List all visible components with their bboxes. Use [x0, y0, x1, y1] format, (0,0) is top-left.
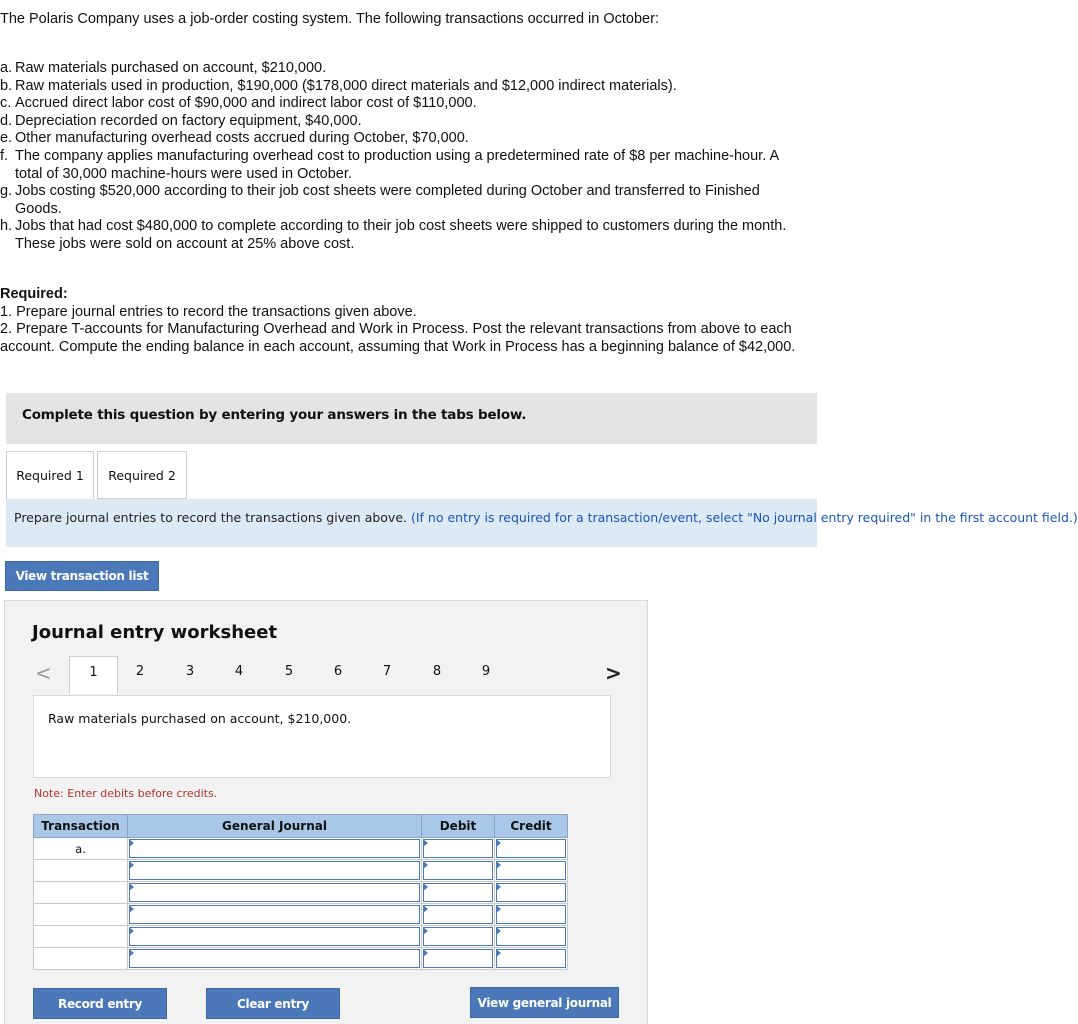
page-tab-2[interactable]: 2 — [135, 664, 145, 679]
page-tab-4[interactable]: 4 — [234, 664, 244, 679]
view-general-journal-button[interactable]: View general journal — [470, 987, 619, 1018]
transaction-description: Raw materials purchased on account, $210,000. — [48, 711, 352, 726]
required-item-2: 2. Prepare T-accounts for Manufacturing Overhead and Work in Process. Post the relevant transactions from above to each account. Compute the ending balance in each account, assuming that Work in Process has a beginning balance of $42,000. — [0, 321, 796, 355]
table-row — [34, 904, 568, 926]
debit-field[interactable] — [422, 948, 495, 970]
worksheet-pager — [5, 653, 649, 693]
credit-field[interactable] — [495, 882, 568, 904]
debit-field[interactable] — [422, 838, 495, 860]
journal-entry-worksheet — [4, 600, 648, 1024]
transaction-item: e. Other manufacturing overhead costs accrued during October, $70,000. — [0, 130, 469, 147]
table-row — [34, 926, 568, 948]
chevron-left-icon[interactable]: < — [35, 661, 52, 685]
table-row — [34, 860, 568, 882]
complete-question-banner: Complete this question by entering your answers in the tabs below. — [6, 393, 817, 444]
tab-required-2[interactable]: Required 2 — [97, 451, 187, 499]
page-tab-9[interactable]: 9 — [481, 664, 491, 679]
instructions-main: Prepare journal entries to record the transactions given above. — [14, 510, 407, 525]
instructions-note: (If no entry is required for a transaction/event, select "No journal entry required" in the first account field.) — [410, 510, 1078, 525]
debit-field[interactable] — [422, 926, 495, 948]
account-field[interactable] — [128, 926, 422, 948]
transaction-item: h. Jobs that had cost $480,000 to complete according to their job cost sheets were shipped to customers during the month. These jobs were sold on account at 25% above cost. — [0, 218, 787, 252]
required-title: Required: — [0, 286, 68, 302]
account-field[interactable] — [128, 948, 422, 970]
tab-required-1[interactable]: Required 1 — [6, 451, 94, 499]
view-transaction-list-button[interactable]: View transaction list — [5, 561, 159, 591]
debit-field[interactable] — [422, 904, 495, 926]
transaction-cell — [34, 860, 128, 882]
clear-entry-button[interactable]: Clear entry — [206, 988, 340, 1019]
transaction-item: g. Jobs costing $520,000 according to their job cost sheets were completed during October and transferred to Finished Goods. — [0, 183, 760, 217]
transaction-cell — [34, 926, 128, 948]
transaction-item: a. Raw materials purchased on account, $210,000. — [0, 60, 327, 76]
instructions-panel — [6, 499, 1078, 547]
credit-field[interactable] — [495, 860, 568, 882]
table-row — [34, 838, 568, 860]
page-tab-8[interactable]: 8 — [432, 664, 442, 679]
answer-tabs — [6, 451, 187, 499]
column-header-credit: Credit — [495, 815, 568, 838]
page-tab-1[interactable]: 1 — [69, 656, 118, 694]
page-tab-7[interactable]: 7 — [382, 664, 392, 679]
transaction-cell: a. — [34, 838, 128, 860]
column-header-debit: Debit — [422, 815, 495, 838]
debits-note: Note: Enter debits before credits. — [34, 787, 218, 800]
worksheet-title: Journal entry worksheet — [32, 622, 278, 643]
account-field[interactable] — [128, 838, 422, 860]
column-header-general-journal: General Journal — [128, 815, 422, 838]
page-tab-3[interactable]: 3 — [185, 664, 195, 679]
table-row — [34, 948, 568, 970]
transaction-cell — [34, 882, 128, 904]
debit-field[interactable] — [422, 882, 495, 904]
transaction-item: c. Accrued direct labor cost of $90,000 and indirect labor cost of $110,000. — [0, 95, 477, 112]
transaction-cell — [34, 948, 128, 970]
table-row — [34, 882, 568, 904]
debit-field[interactable] — [422, 860, 495, 882]
required-item-1: 1. Prepare journal entries to record the transactions given above. — [0, 303, 417, 320]
account-field[interactable] — [128, 904, 422, 926]
account-field[interactable] — [128, 860, 422, 882]
credit-field[interactable] — [495, 948, 568, 970]
chevron-right-icon[interactable]: > — [605, 661, 622, 685]
column-header-transaction: Transaction — [34, 815, 128, 838]
transaction-cell — [34, 904, 128, 926]
transaction-description-box — [33, 695, 611, 778]
page-tab-5[interactable]: 5 — [284, 664, 294, 679]
required-section — [0, 286, 800, 356]
transaction-list — [0, 60, 800, 254]
transaction-item: b. Raw materials used in production, $190,000 ($178,000 direct materials and $12,000 indirect materials). — [0, 77, 677, 94]
record-entry-button[interactable]: Record entry — [33, 988, 167, 1019]
journal-table — [33, 814, 568, 970]
credit-field[interactable] — [495, 838, 568, 860]
transaction-item: d. Depreciation recorded on factory equipment, $40,000. — [0, 112, 362, 129]
credit-field[interactable] — [495, 926, 568, 948]
account-field[interactable] — [128, 882, 422, 904]
problem-intro: The Polaris Company uses a job-order costing system. The following transactions occurred in October: — [0, 11, 659, 27]
credit-field[interactable] — [495, 904, 568, 926]
page-tab-6[interactable]: 6 — [333, 664, 343, 679]
transaction-item: f. The company applies manufacturing overhead cost to production using a predetermined rate of $8 per machine-hour. A total of 30,000 machine-hours were used in October. — [0, 147, 779, 182]
